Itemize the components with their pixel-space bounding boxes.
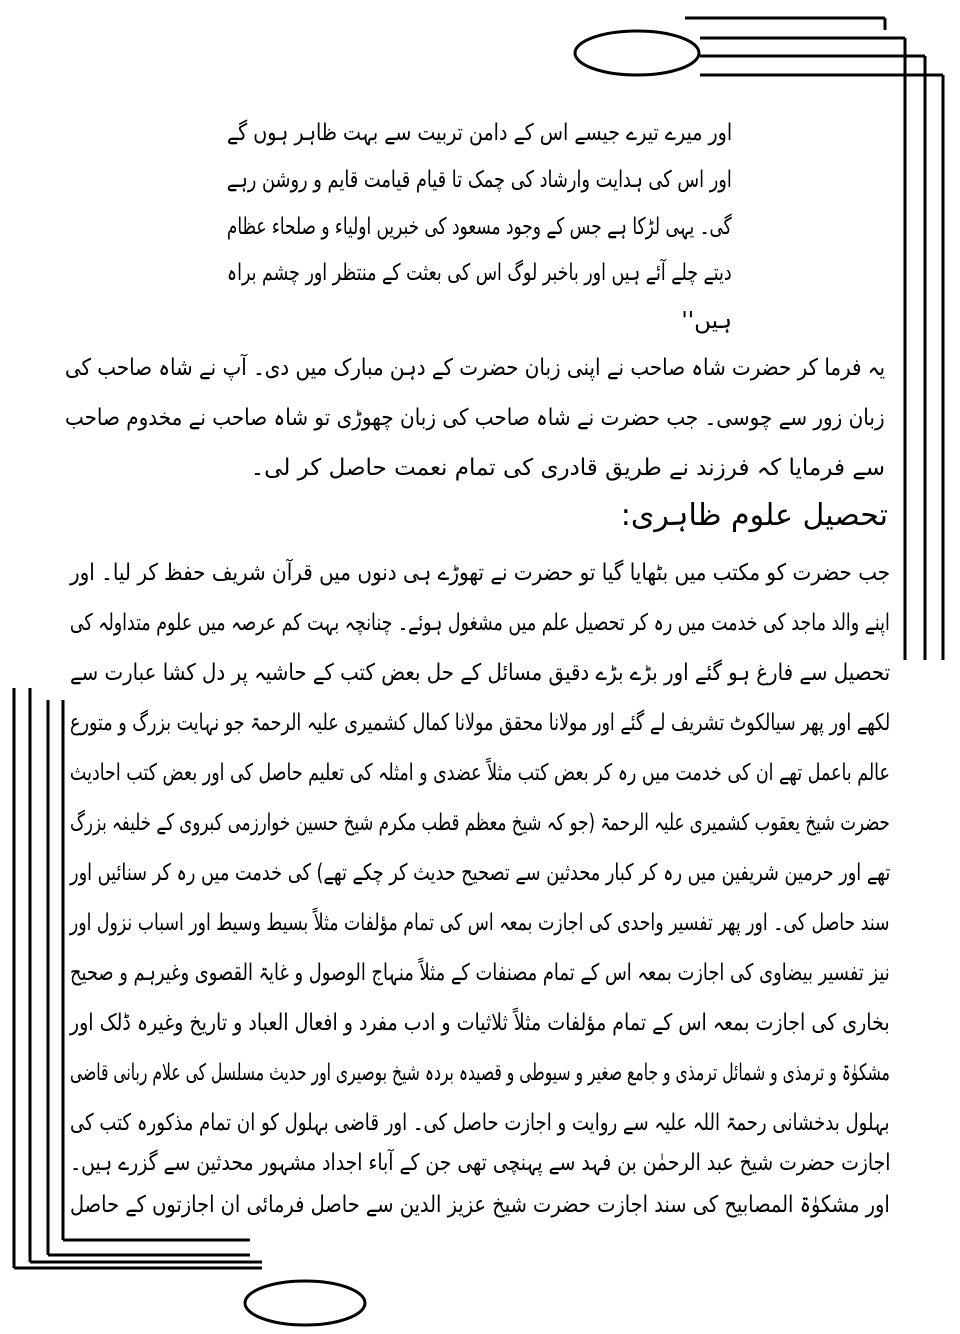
paragraph-line: اجازت حضرت شیخ عبد الرحمٰن بن فہد سے پہنچی تھی جن کے آباء اجداد مشہور محدثین سے گزرے ہیں۔ bbox=[69, 1150, 890, 1176]
paragraph-line: تھے اور حرمین شریفین میں رہ کر کبار محدثین سے تصحیح حدیث کر چکے تھے) کی خدمت میں رہ کر سنائیں اور bbox=[69, 860, 890, 886]
paragraph-line: مشکوٰۃ و ترمذی و شمائل ترمذی و جامع صغیر و سیوطی و قصیدہ بردہ شیخ بوصیری اور حدیث مسلسل کی علام ربانی قاضی bbox=[70, 1060, 890, 1086]
paragraph-line: زبان زور سے چوسی۔ جب حضرت نے شاہ صاحب کی زبان چھوڑی تو شاہ صاحب نے مخدوم صاحب bbox=[65, 405, 885, 431]
paragraph-line: سند حاصل کی۔ اور پھر تفسیر واحدی کی اجازت بمعہ اس کی تمام مؤلفات مثلاً بسیط وسیط اور اسباب نزول اور bbox=[70, 910, 890, 936]
paragraph-line: نیز تفسیر بیضاوی کی اجازت بمعہ اس کے تمام مصنفات کے مثلاً منہاج الوصول و غایۃ القصوی وغیرہم و صحیح bbox=[70, 960, 890, 986]
quote-line: اور میرے تیرے جیسے اس کے دامن تربیت سے بہت ظاہر ہوں گے bbox=[226, 120, 732, 146]
paragraph-line: بہلول بدخشانی رحمۃ اللہ علیہ سے روایت و اجازت حاصل کی۔ اور قاضی بہلول کو ان تمام مذکورہ کتب کی bbox=[70, 1110, 890, 1136]
paragraph-line: اپنے والد ماجد کی خدمت میں رہ کر تحصیل علم میں مشغول ہوئے۔ چنانچہ بہت کم عرصہ میں علوم متداولہ کی bbox=[70, 610, 890, 636]
paragraph-line: یہ فرما کر حضرت شاہ صاحب نے اپنی زبان حضرت کے دہن مبارک میں دی۔ آپ نے شاہ صاحب کی bbox=[64, 355, 885, 381]
quote-line: اور اس کی ہدایت وارشاد کی چمک تا قیام قیامت قایم و روشن رہے bbox=[227, 167, 732, 193]
border-ornament-oval bbox=[245, 1281, 365, 1325]
quote-line: دیتے چلے آئے ہیں اور باخبر لوگ اس کی بعثت کے منتظر اور چشم براہ bbox=[227, 260, 732, 286]
border-ornament-oval bbox=[575, 31, 699, 75]
paragraph-line: اور مشکوٰۃ المصابیح کی سند اجازت حضرت شیخ عزیز الدین سے حاصل فرمائی ان اجازتوں کے حاصل bbox=[70, 1192, 890, 1218]
paragraph-line: بخاری کی اجازت بمعہ اس کے تمام مؤلفات مثلاً ثلاثیات و ادب مفرد و افعال العباد و تاریخ وغیرہ ڈلک اور bbox=[70, 1010, 890, 1036]
paragraph-line: جب حضرت کو مکتب میں بٹھایا گیا تو حضرت نے تھوڑے ہی دنوں میں قرآن شریف حفظ کر لیا۔ اور bbox=[69, 560, 890, 586]
paragraph-line: عالم باعمل تھے ان کی خدمت میں رہ کر بعض کتب مثلاً عضدی و امثلہ کی تعلیم حاصل کی اور بعض کتب احادیث bbox=[70, 760, 890, 786]
quote-line: ہیں'' bbox=[681, 308, 732, 334]
paragraph-line: حضرت شیخ یعقوب کشمیری علیہ الرحمۃ (جو کہ شیخ معظم قطب مکرم شیخ حسین خوارزمی کبروی کے خلیفہ بزرگ bbox=[70, 810, 890, 836]
quote-line: گی۔ یہی لڑکا ہے جس کے وجود مسعود کی خبریں اولیاء و صلحاء عظام bbox=[227, 214, 732, 240]
paragraph-line: سے فرمایا کہ فرزند نے طریق قادری کی تمام نعمت حاصل کر لی۔ bbox=[250, 455, 885, 481]
section-heading: تحصیل علوم ظاہری: bbox=[620, 498, 888, 533]
paragraph-line: تحصیل سے فارغ ہو گئے اور بڑے بڑے دقیق مسائل کے حل بعض کتب کے حاشیہ پر دل کشا عبارت سے bbox=[69, 660, 890, 686]
paragraph-line: لکھے اور پھر سیالکوٹ تشریف لے گئے اور مولانا محقق مولانا کمال کشمیری علیہ الرحمۃ جو نہایت بزرگ و متورع bbox=[69, 710, 890, 736]
